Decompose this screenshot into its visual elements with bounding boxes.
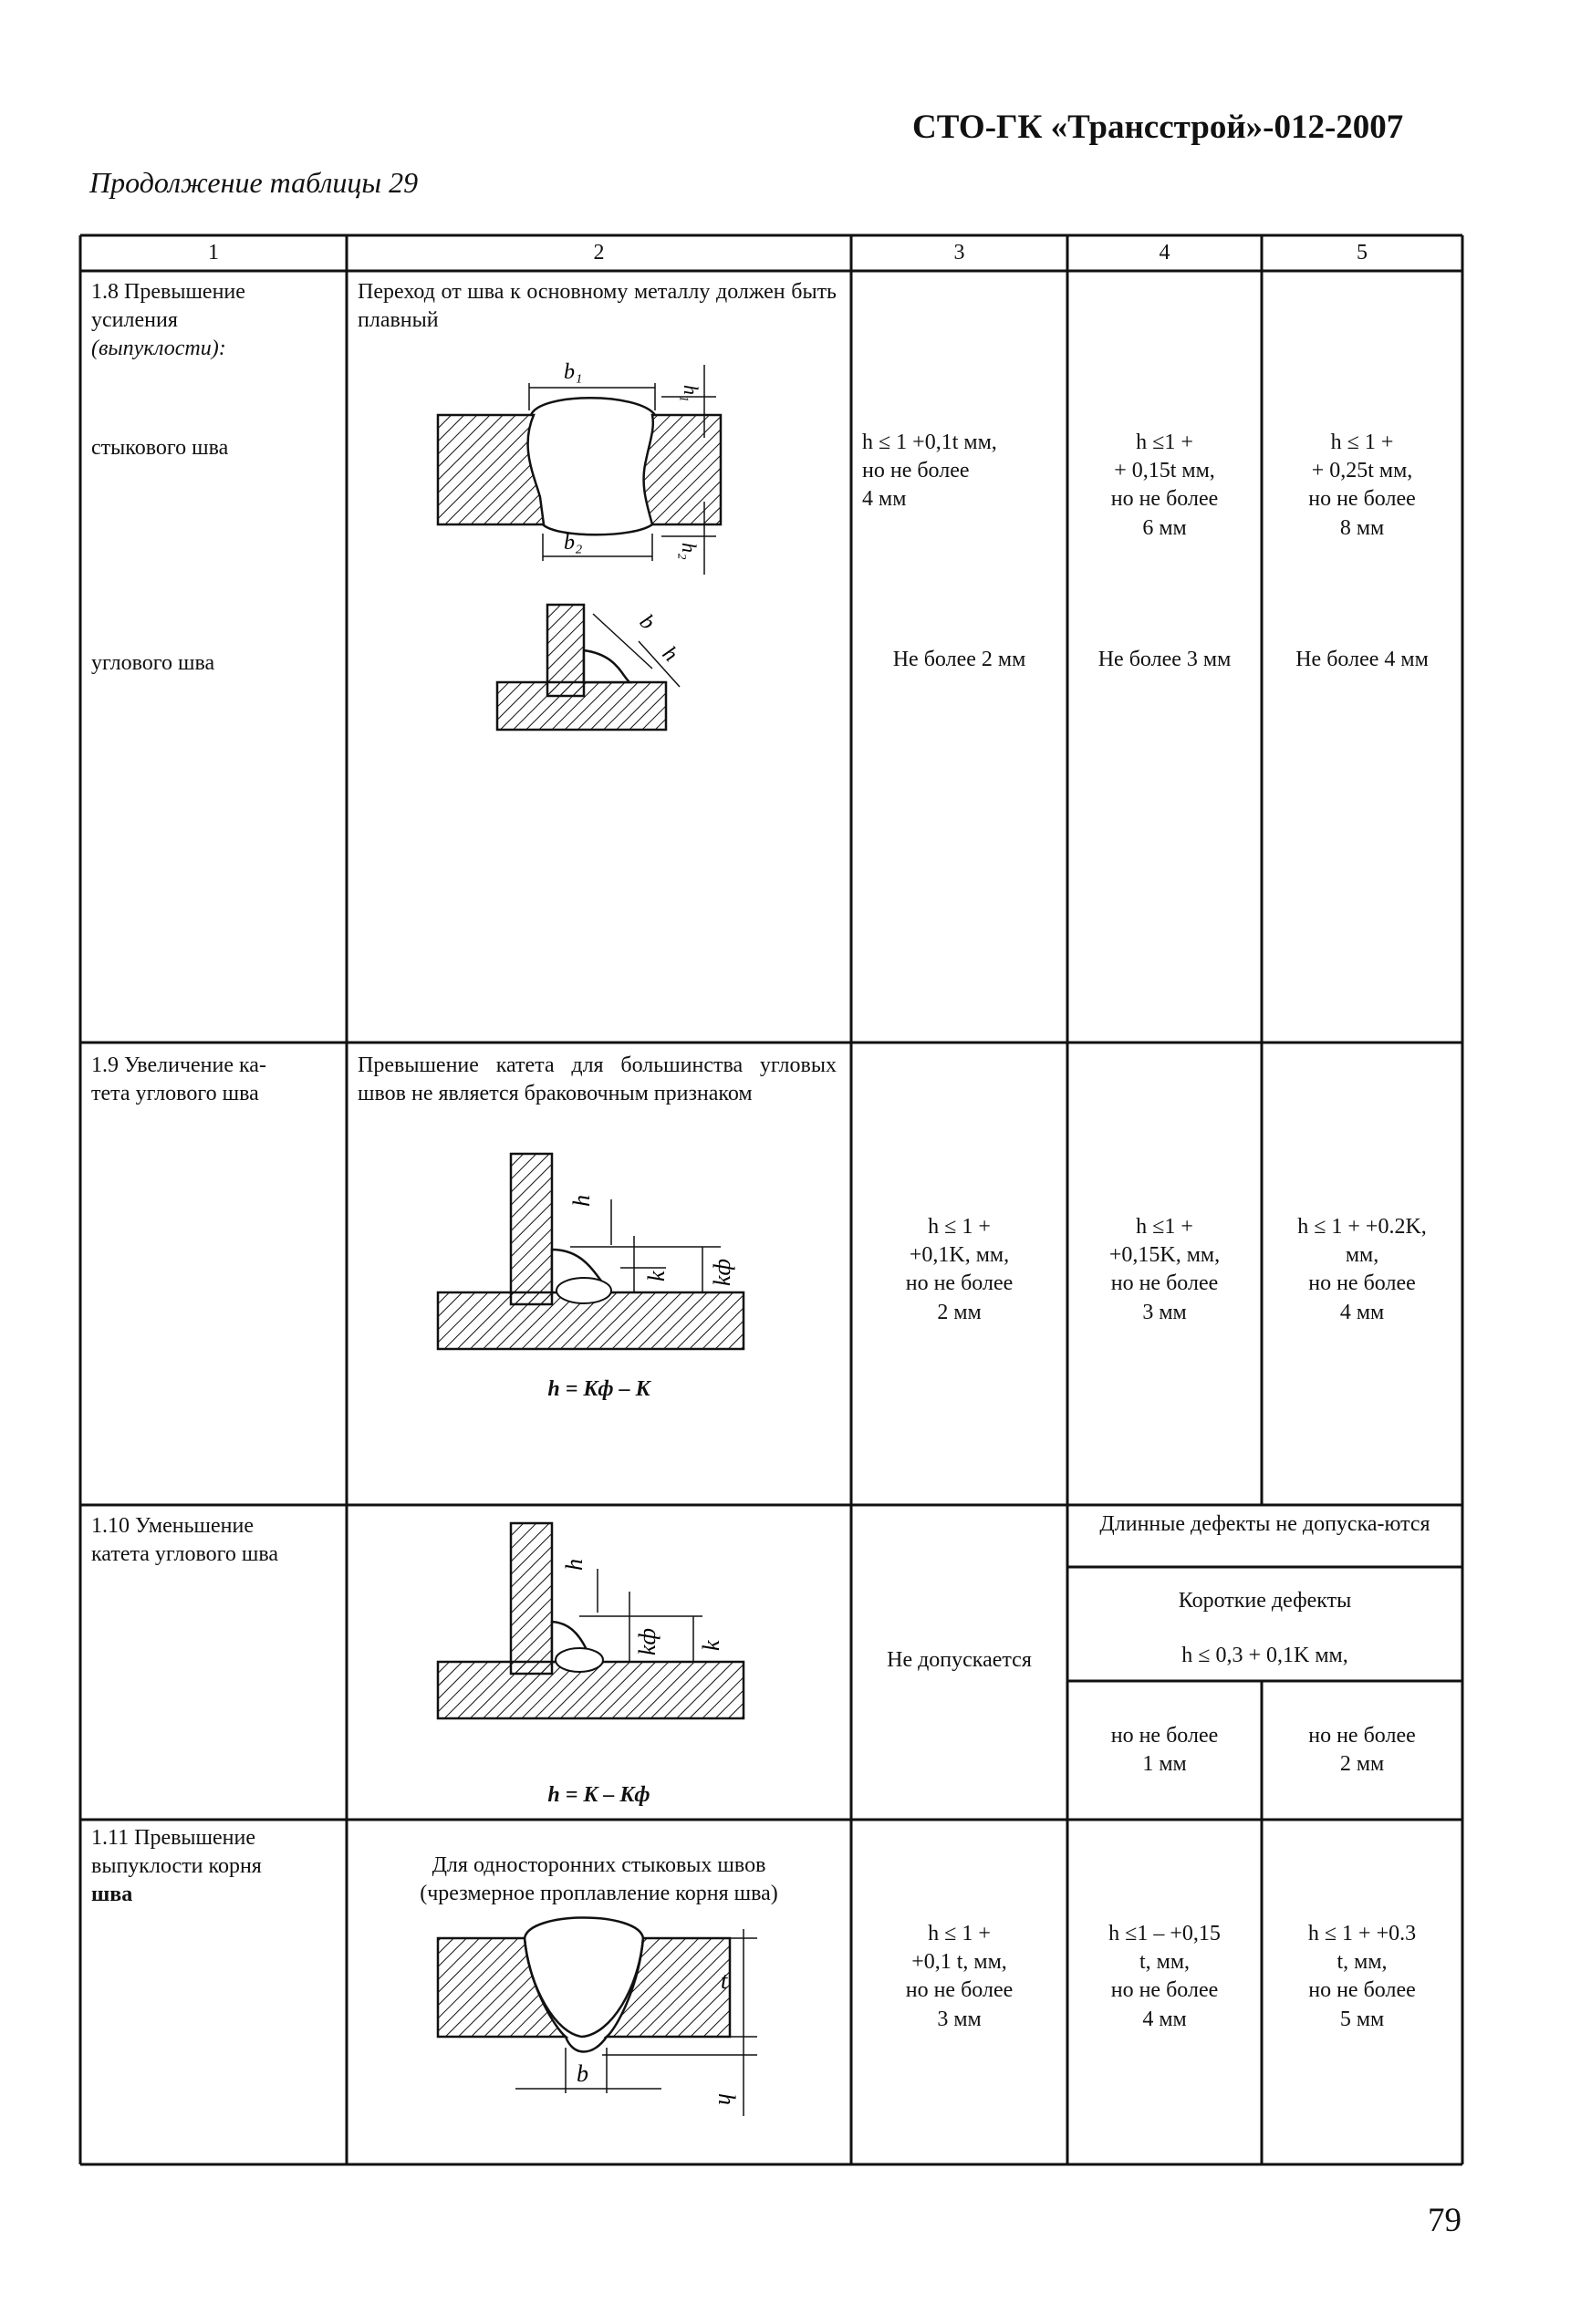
defect-1-9-description: Превышение катета для большинства угловых швов не является браковочным признаком	[358, 1053, 837, 1106]
defect-1-11-title: 1.11 Превышение выпуклости корня шва	[91, 1826, 262, 1907]
defect-1-10-title: 1.10 Уменьшение катета углового шва	[91, 1514, 279, 1567]
label-k: k	[643, 1271, 670, 1281]
label-b: b	[634, 609, 660, 635]
root-convexity-figure	[429, 1911, 766, 2125]
label-kf: kф	[709, 1259, 735, 1286]
label-h: h	[657, 641, 682, 667]
defect-1-8-description: Переход от шва к основному металлу должен быть плавный	[358, 280, 837, 333]
defect-1-9-col3: h ≤ 1 + +0,1K, мм, но не более 2 мм	[905, 1215, 1014, 1324]
defect-1-8-title: 1.8 Превышение усиления (выпуклости):	[91, 280, 245, 361]
fillet-weld-reinforcement-figure	[484, 591, 693, 746]
label-t: t	[721, 1967, 728, 1994]
document-code: СТО-ГК «Трансстрой»-012-2007	[912, 109, 1404, 146]
defect-1-10-short-formula: h ≤ 0,3 + 0,1K мм,	[1181, 1644, 1348, 1667]
butt-weld-reinforcement-figure	[429, 347, 757, 584]
fillet-leg-decrease-figure	[429, 1514, 766, 1724]
defect-1-8-fillet-label: углового шва	[91, 651, 215, 675]
label-h1: h₁	[680, 385, 702, 402]
label-kf: kф	[634, 1628, 660, 1655]
defect-1-8-fillet-col5: Не более 4 мм	[1295, 648, 1429, 671]
column-number-2: 2	[593, 241, 605, 265]
label-b1: b₁	[564, 360, 583, 384]
label-k: k	[698, 1640, 724, 1651]
defect-1-10-col3: Не допускается	[887, 1648, 1032, 1672]
column-number-1: 1	[208, 241, 219, 265]
defect-1-10-formula: h = K – Kф	[547, 1783, 650, 1807]
defect-1-9-col4: h ≤1 + +0,15K, мм, но не более 3 мм	[1108, 1215, 1221, 1324]
table-continuation-caption: Продолжение таблицы 29	[89, 166, 419, 199]
defect-1-8-fillet-col3: Не более 2 мм	[892, 648, 1026, 671]
page-number: 79	[1428, 2202, 1461, 2239]
defect-1-8-fillet-col4: Не более 3 мм	[1097, 648, 1232, 671]
defect-1-8-butt-col4: h ≤1 + + 0,15t мм, но не более 6 мм	[1110, 431, 1219, 540]
defect-1-10-col5-limit: но не более 2 мм	[1308, 1724, 1416, 1777]
defect-1-11-col5: h ≤ 1 + +0.3 t, мм, но не более 5 мм	[1307, 1922, 1417, 2031]
defect-1-10-short-defects: Короткие дефекты	[1178, 1589, 1352, 1613]
defect-1-8-butt-label: стыкового шва	[91, 436, 229, 460]
defect-1-10-col4-limit: но не более 1 мм	[1110, 1724, 1219, 1777]
defect-1-11-description: Для односторонних стыковых швов (чрезмерное проплавление корня шва)	[420, 1853, 778, 1906]
column-number-4: 4	[1159, 241, 1170, 265]
defect-1-8-butt-col5: h ≤ 1 + + 0,25t мм, но не более 8 мм	[1308, 431, 1416, 540]
defect-1-11-col4: h ≤1 – +0,15 t, мм, но не более 4 мм	[1108, 1922, 1221, 2031]
column-number-5: 5	[1357, 241, 1368, 265]
defect-1-9-formula: h = Kф – K	[547, 1377, 650, 1401]
label-h2: h₂	[678, 543, 701, 560]
label-h: h	[713, 2093, 740, 2105]
label-b2: b₂	[564, 531, 583, 555]
label-h: h	[561, 1559, 588, 1571]
label-h: h	[568, 1195, 595, 1207]
fillet-leg-increase-figure	[429, 1145, 766, 1354]
defect-1-10-long-defects: Длинные дефекты не допуска-ются	[1099, 1512, 1430, 1536]
defect-1-9-title: 1.9 Увеличение ка- тета углового шва	[91, 1053, 266, 1106]
defect-1-9-col5: h ≤ 1 + +0.2K, мм, но не более 4 мм	[1297, 1215, 1427, 1324]
defect-1-8-butt-col3: h ≤ 1 +0,1t мм, но не более 4 мм	[862, 431, 997, 512]
label-b: b	[577, 2060, 588, 2087]
defect-1-11-col3: h ≤ 1 + +0,1 t, мм, но не более 3 мм	[905, 1922, 1014, 2031]
column-number-3: 3	[953, 241, 965, 265]
